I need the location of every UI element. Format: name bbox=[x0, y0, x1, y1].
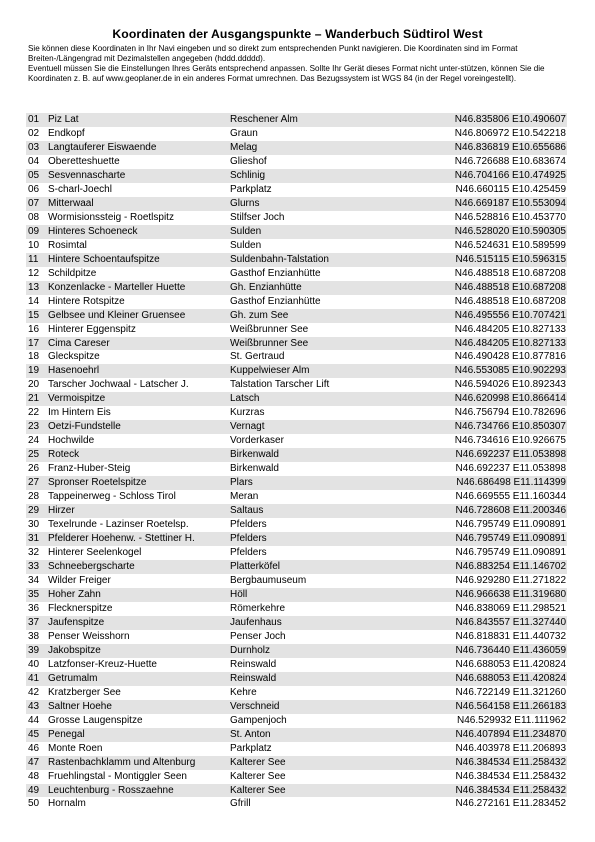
row-number: 11 bbox=[28, 253, 39, 265]
row-start-point: Birkenwald bbox=[230, 449, 279, 461]
table-row bbox=[26, 434, 567, 448]
row-start-point: Jaufenhaus bbox=[230, 616, 282, 628]
row-start-point: Vernagt bbox=[230, 421, 265, 433]
row-number: 03 bbox=[28, 141, 40, 153]
row-number: 28 bbox=[28, 491, 40, 503]
row-start-point: Kurzras bbox=[230, 407, 265, 419]
row-start-point: Reinswald bbox=[230, 658, 277, 670]
row-destination: Flecknerspitze bbox=[48, 602, 113, 614]
row-start-point: Gasthof Enzianhütte bbox=[230, 295, 321, 307]
row-destination: Sesvennascharte bbox=[48, 169, 126, 181]
row-number: 22 bbox=[28, 407, 40, 419]
table-row bbox=[26, 490, 567, 504]
row-start-point: Gh. Enzianhütte bbox=[230, 281, 302, 293]
row-coordinates: N46.835806 E10.490607 bbox=[454, 114, 566, 125]
row-start-point: Melag bbox=[230, 141, 258, 153]
row-number: 47 bbox=[28, 756, 40, 768]
table-row bbox=[26, 420, 567, 434]
row-destination: Penser Weisshorn bbox=[48, 630, 130, 642]
row-start-point: Graun bbox=[230, 127, 258, 139]
table-row bbox=[26, 797, 567, 811]
row-destination: Hinteres Schoeneck bbox=[48, 225, 138, 237]
row-coordinates: N46.728608 E11.200346 bbox=[455, 505, 566, 517]
row-start-point: Verschneid bbox=[230, 700, 280, 712]
table-row bbox=[26, 770, 567, 784]
row-coordinates: N46.929280 E11.271822 bbox=[455, 574, 566, 586]
row-destination: Texelrunde - Lazinser Roetelsp. bbox=[48, 519, 189, 531]
row-number: 18 bbox=[28, 351, 40, 363]
table-row bbox=[26, 406, 567, 420]
row-destination: Gelbsee und Kleiner Gruensee bbox=[48, 309, 186, 321]
table-row bbox=[26, 546, 567, 560]
row-number: 05 bbox=[28, 169, 40, 181]
row-number: 19 bbox=[28, 365, 40, 377]
table-row bbox=[26, 714, 567, 728]
row-coordinates: N46.756794 E10.782696 bbox=[454, 407, 566, 419]
row-coordinates: N46.734616 E10.926675 bbox=[454, 435, 566, 447]
row-coordinates: N46.726688 E10.683674 bbox=[454, 155, 566, 167]
table-row bbox=[26, 658, 567, 672]
row-destination: Piz Lat bbox=[48, 114, 79, 125]
row-start-point: Glieshof bbox=[230, 155, 267, 167]
table-row bbox=[26, 602, 567, 616]
row-number: 25 bbox=[28, 449, 40, 461]
row-number: 15 bbox=[28, 309, 40, 321]
table-row bbox=[26, 281, 567, 295]
row-destination: Getrumalm bbox=[48, 672, 98, 684]
table-row bbox=[26, 113, 567, 127]
row-start-point: Kalterer See bbox=[230, 770, 286, 782]
row-number: 46 bbox=[28, 742, 40, 754]
table-row bbox=[26, 616, 567, 630]
row-destination: Roteck bbox=[48, 449, 80, 461]
row-start-point: Penser Joch bbox=[230, 630, 286, 642]
row-start-point: Parkplatz bbox=[230, 742, 272, 754]
table-row bbox=[26, 574, 567, 588]
row-coordinates: N46.564158 E11.266183 bbox=[455, 700, 566, 712]
row-number: 41 bbox=[28, 672, 40, 684]
row-number: 29 bbox=[28, 505, 40, 517]
row-coordinates: N46.488518 E10.687208 bbox=[454, 281, 566, 293]
row-start-point: Kehre bbox=[230, 686, 257, 698]
row-coordinates: N46.736440 E11.436059 bbox=[455, 644, 566, 656]
coordinates-table bbox=[26, 113, 567, 811]
row-destination: Franz-Huber-Steig bbox=[48, 463, 131, 475]
table-row bbox=[26, 728, 567, 742]
row-coordinates: N46.660115 E10.425459 bbox=[455, 183, 566, 195]
table-row bbox=[26, 155, 567, 169]
row-number: 23 bbox=[28, 421, 40, 433]
row-start-point: Durnholz bbox=[230, 644, 271, 656]
row-number: 27 bbox=[28, 477, 40, 489]
row-start-point: Meran bbox=[230, 491, 259, 503]
row-destination: Langtauferer Eiswaende bbox=[48, 141, 157, 153]
table-row bbox=[26, 127, 567, 141]
row-coordinates: N46.722149 E11.321260 bbox=[455, 686, 566, 698]
row-destination: Hintere Rotspitze bbox=[48, 295, 125, 307]
table-row bbox=[26, 239, 567, 253]
row-number: 16 bbox=[28, 323, 40, 335]
row-coordinates: N46.528020 E10.590305 bbox=[454, 225, 566, 237]
row-number: 01 bbox=[28, 114, 40, 125]
row-number: 48 bbox=[28, 770, 40, 782]
row-number: 10 bbox=[28, 239, 40, 251]
row-number: 08 bbox=[28, 211, 40, 223]
row-start-point: St. Gertraud bbox=[230, 351, 285, 363]
table-row bbox=[26, 323, 567, 337]
table-row bbox=[26, 588, 567, 602]
table-row bbox=[26, 350, 567, 364]
row-coordinates: N46.403978 E11.206893 bbox=[455, 742, 566, 754]
row-destination: Hornalm bbox=[48, 798, 86, 810]
row-destination: Pfelderer Hoehenw. - Stettiner H. bbox=[48, 533, 195, 545]
row-coordinates: N46.272161 E11.283452 bbox=[455, 798, 566, 810]
row-coordinates: N46.594026 E10.892343 bbox=[454, 379, 566, 391]
row-coordinates: N46.806972 E10.542218 bbox=[454, 127, 566, 139]
table-row bbox=[26, 267, 567, 281]
row-coordinates: N46.524631 E10.589599 bbox=[454, 239, 566, 251]
row-coordinates: N46.734766 E10.850307 bbox=[454, 421, 566, 433]
table-row bbox=[26, 630, 567, 644]
row-destination: Hirzer bbox=[48, 505, 75, 517]
table-row bbox=[26, 742, 567, 756]
table-row bbox=[26, 476, 567, 490]
intro-paragraph-2: Eventuell müssen Sie die Einstellungen Ihres Geräts entsprechend anpassen. Sollte Ihr Gerät dieses Format nicht unter-stützen, können Sie die Koordinaten z. B. auf www.geoplaner.de in ein anderes Format umrechnen. Das Bezugssystem ist WGS 84 (in der Regel voreingestellt). bbox=[28, 64, 545, 84]
row-destination: Im Hintern Eis bbox=[48, 407, 111, 419]
table-row bbox=[26, 364, 567, 378]
intro-paragraph-1: Sie können diese Koordinaten in Ihr Navi eingeben und so direkt zum entsprechenden Punkt navigieren. Die Koordinaten sind im Format Breiten-/Längengrad mit Dezimalstellen angegeben (hddd.ddddd). bbox=[28, 44, 518, 64]
row-number: 36 bbox=[28, 602, 40, 614]
row-number: 43 bbox=[28, 700, 40, 712]
row-destination: Hinterer Seelenkogel bbox=[48, 547, 142, 559]
table-row bbox=[26, 183, 567, 197]
row-coordinates: N46.966638 E11.319680 bbox=[455, 588, 566, 600]
row-number: 31 bbox=[28, 533, 40, 545]
row-destination: Leuchtenburg - Rosszaehne bbox=[48, 784, 174, 796]
row-number: 45 bbox=[28, 728, 40, 740]
row-start-point: Schlinig bbox=[230, 169, 266, 181]
row-start-point: Weißbrunner See bbox=[230, 323, 309, 335]
table-row bbox=[26, 532, 567, 546]
row-destination: Spronser Roetelspitze bbox=[48, 477, 147, 489]
row-destination: Schneebergscharte bbox=[48, 561, 135, 572]
row-number: 06 bbox=[28, 183, 40, 195]
row-coordinates: N46.669555 E11.160344 bbox=[455, 491, 566, 503]
row-coordinates: N46.528816 E10.453770 bbox=[454, 211, 566, 223]
row-coordinates: N46.836819 E10.655686 bbox=[454, 141, 566, 153]
row-number: 39 bbox=[28, 644, 40, 656]
table-row bbox=[26, 518, 567, 532]
row-coordinates: N46.704166 E10.474925 bbox=[454, 169, 566, 181]
row-start-point: Platterköfel bbox=[230, 561, 281, 572]
row-destination: Fruehlingstal - Montiggler Seen bbox=[48, 770, 187, 782]
row-destination: Tappeinerweg - Schloss Tirol bbox=[48, 491, 176, 503]
row-coordinates: N46.686498 E11.114399 bbox=[456, 477, 566, 489]
row-start-point: Römerkehre bbox=[230, 602, 286, 614]
row-number: 34 bbox=[28, 574, 40, 586]
intro-text bbox=[28, 44, 573, 84]
row-start-point: St. Anton bbox=[230, 728, 271, 740]
row-destination: Penegal bbox=[48, 728, 85, 740]
row-start-point: Reschener Alm bbox=[230, 114, 298, 125]
row-number: 09 bbox=[28, 225, 40, 237]
row-destination: Hintere Schoentaufspitze bbox=[48, 253, 160, 265]
table-row bbox=[26, 378, 567, 392]
table-row bbox=[26, 462, 567, 476]
row-destination: Saltner Hoehe bbox=[48, 700, 112, 712]
row-coordinates: N46.553085 E10.902293 bbox=[454, 365, 566, 377]
row-coordinates: N46.620998 E10.866414 bbox=[454, 393, 566, 405]
row-start-point: Gampenjoch bbox=[230, 714, 287, 726]
row-coordinates: N46.384534 E11.258432 bbox=[455, 784, 566, 796]
row-start-point: Bergbaumuseum bbox=[230, 574, 307, 586]
row-start-point: Latsch bbox=[230, 393, 260, 405]
row-number: 35 bbox=[28, 588, 40, 600]
row-number: 02 bbox=[28, 127, 40, 139]
row-start-point: Sulden bbox=[230, 239, 262, 251]
row-start-point: Gasthof Enzianhütte bbox=[230, 267, 321, 279]
row-coordinates: N46.515115 E10.596315 bbox=[455, 253, 566, 265]
row-destination: Hinterer Eggenspitz bbox=[48, 323, 136, 335]
row-start-point: Gfrill bbox=[230, 798, 251, 810]
row-destination: Tarscher Jochwaal - Latscher J. bbox=[48, 379, 189, 391]
table-row bbox=[26, 686, 567, 700]
row-number: 50 bbox=[28, 798, 40, 810]
row-start-point: Saltaus bbox=[230, 505, 264, 517]
table-row bbox=[26, 211, 567, 225]
row-destination: Jaufenspitze bbox=[48, 616, 105, 628]
row-start-point: Parkplatz bbox=[230, 183, 272, 195]
row-destination: Schildpitze bbox=[48, 267, 97, 279]
table-row bbox=[26, 392, 567, 406]
row-coordinates: N46.883254 E11.146702 bbox=[455, 561, 566, 572]
row-destination: Rosimtal bbox=[48, 239, 87, 251]
table-row bbox=[26, 560, 567, 574]
row-start-point: Vorderkaser bbox=[230, 435, 284, 447]
row-start-point: Kalterer See bbox=[230, 756, 286, 768]
row-number: 42 bbox=[28, 686, 40, 698]
row-start-point: Kalterer See bbox=[230, 784, 286, 796]
table-row bbox=[26, 504, 567, 518]
table-row bbox=[26, 337, 567, 351]
row-destination: Grosse Laugenspitze bbox=[48, 714, 143, 726]
row-destination: Cima Careser bbox=[48, 337, 110, 349]
row-start-point: Talstation Tarscher Lift bbox=[230, 379, 330, 391]
row-coordinates: N46.407894 E11.234870 bbox=[455, 728, 566, 740]
row-start-point: Pfelders bbox=[230, 547, 267, 559]
row-destination: Oetzi-Fundstelle bbox=[48, 421, 121, 433]
row-coordinates: N46.384534 E11.258432 bbox=[455, 770, 566, 782]
row-start-point: Pfelders bbox=[230, 533, 267, 545]
table-row bbox=[26, 700, 567, 714]
row-coordinates: N46.692237 E11.053898 bbox=[455, 449, 566, 461]
row-start-point: Pfelders bbox=[230, 519, 267, 531]
row-coordinates: N46.488518 E10.687208 bbox=[454, 295, 566, 307]
row-start-point: Stilfser Joch bbox=[230, 211, 285, 223]
row-start-point: Höll bbox=[230, 588, 248, 600]
row-destination: Jakobspitze bbox=[48, 644, 101, 656]
row-start-point: Weißbrunner See bbox=[230, 337, 309, 349]
row-destination: Kratzberger See bbox=[48, 686, 121, 698]
table-row bbox=[26, 309, 567, 323]
row-number: 33 bbox=[28, 561, 40, 572]
row-coordinates: N46.495556 E10.707421 bbox=[454, 309, 566, 321]
row-number: 37 bbox=[28, 616, 40, 628]
row-start-point: Reinswald bbox=[230, 672, 277, 684]
row-number: 12 bbox=[28, 267, 40, 279]
row-number: 21 bbox=[28, 393, 40, 405]
row-destination: Wilder Freiger bbox=[48, 574, 111, 586]
row-start-point: Sulden bbox=[230, 225, 262, 237]
row-destination: Latzfonser-Kreuz-Huette bbox=[48, 658, 157, 670]
row-coordinates: N46.795749 E11.090891 bbox=[455, 533, 566, 545]
row-coordinates: N46.688053 E11.420824 bbox=[455, 672, 566, 684]
row-coordinates: N46.669187 E10.553094 bbox=[454, 197, 566, 209]
row-coordinates: N46.688053 E11.420824 bbox=[455, 658, 566, 670]
row-coordinates: N46.529932 E11.111962 bbox=[457, 714, 566, 726]
row-number: 13 bbox=[28, 281, 40, 293]
row-destination: Vermoispitze bbox=[48, 393, 106, 405]
row-number: 49 bbox=[28, 784, 40, 796]
row-start-point: Birkenwald bbox=[230, 463, 279, 475]
row-coordinates: N46.488518 E10.687208 bbox=[454, 267, 566, 279]
table-row bbox=[26, 169, 567, 183]
row-destination: Konzenlacke - Marteller Huette bbox=[48, 281, 186, 293]
row-coordinates: N46.795749 E11.090891 bbox=[455, 547, 566, 559]
table-row bbox=[26, 644, 567, 658]
row-destination: Endkopf bbox=[48, 127, 85, 139]
row-coordinates: N46.795749 E11.090891 bbox=[455, 519, 566, 531]
row-number: 24 bbox=[28, 435, 40, 447]
row-number: 07 bbox=[28, 197, 40, 209]
row-number: 20 bbox=[28, 379, 40, 391]
row-number: 32 bbox=[28, 547, 40, 559]
table-row bbox=[26, 448, 567, 462]
row-destination: S-charl-Joechl bbox=[48, 183, 112, 195]
row-number: 38 bbox=[28, 630, 40, 642]
row-start-point: Kuppelwieser Alm bbox=[230, 365, 310, 377]
row-destination: Hochwilde bbox=[48, 435, 95, 447]
row-coordinates: N46.818831 E11.440732 bbox=[455, 630, 566, 642]
row-number: 04 bbox=[28, 155, 40, 167]
table-row bbox=[26, 784, 567, 798]
table-row bbox=[26, 672, 567, 686]
table-row bbox=[26, 756, 567, 770]
row-coordinates: N46.484205 E10.827133 bbox=[454, 323, 566, 335]
row-coordinates: N46.692237 E11.053898 bbox=[455, 463, 566, 475]
table-row bbox=[26, 197, 567, 211]
row-destination: Hasenoehrl bbox=[48, 365, 100, 377]
row-coordinates: N46.484205 E10.827133 bbox=[454, 337, 566, 349]
row-destination: Mitterwaal bbox=[48, 197, 94, 209]
row-destination: Rastenbachklamm und Altenburg bbox=[48, 756, 196, 768]
row-start-point: Suldenbahn-Talstation bbox=[230, 253, 329, 265]
row-number: 44 bbox=[28, 714, 40, 726]
row-start-point: Plars bbox=[230, 477, 253, 489]
row-number: 17 bbox=[28, 337, 40, 349]
row-coordinates: N46.843557 E11.327440 bbox=[455, 616, 566, 628]
row-destination: Wormisionssteig - Roetlspitz bbox=[48, 211, 174, 223]
table-row bbox=[26, 253, 567, 267]
row-destination: Monte Roen bbox=[48, 742, 103, 754]
row-number: 26 bbox=[28, 463, 40, 475]
row-coordinates: N46.838069 E11.298521 bbox=[455, 602, 566, 614]
table-row bbox=[26, 295, 567, 309]
row-start-point: Gh. zum See bbox=[230, 309, 289, 321]
row-number: 14 bbox=[28, 295, 40, 307]
table-row bbox=[26, 141, 567, 155]
page-title: Koordinaten der Ausgangspunkte – Wanderbuch Südtirol West bbox=[112, 27, 483, 41]
row-destination: Gleckspitze bbox=[48, 351, 100, 363]
row-coordinates: N46.490428 E10.877816 bbox=[454, 351, 566, 363]
row-destination: Hoher Zahn bbox=[48, 588, 101, 600]
row-coordinates: N46.384534 E11.258432 bbox=[455, 756, 566, 768]
row-destination: Oberetteshuette bbox=[48, 155, 120, 167]
row-start-point: Glurns bbox=[230, 197, 260, 209]
row-number: 40 bbox=[28, 658, 40, 670]
row-number: 30 bbox=[28, 519, 40, 531]
table-row bbox=[26, 225, 567, 239]
